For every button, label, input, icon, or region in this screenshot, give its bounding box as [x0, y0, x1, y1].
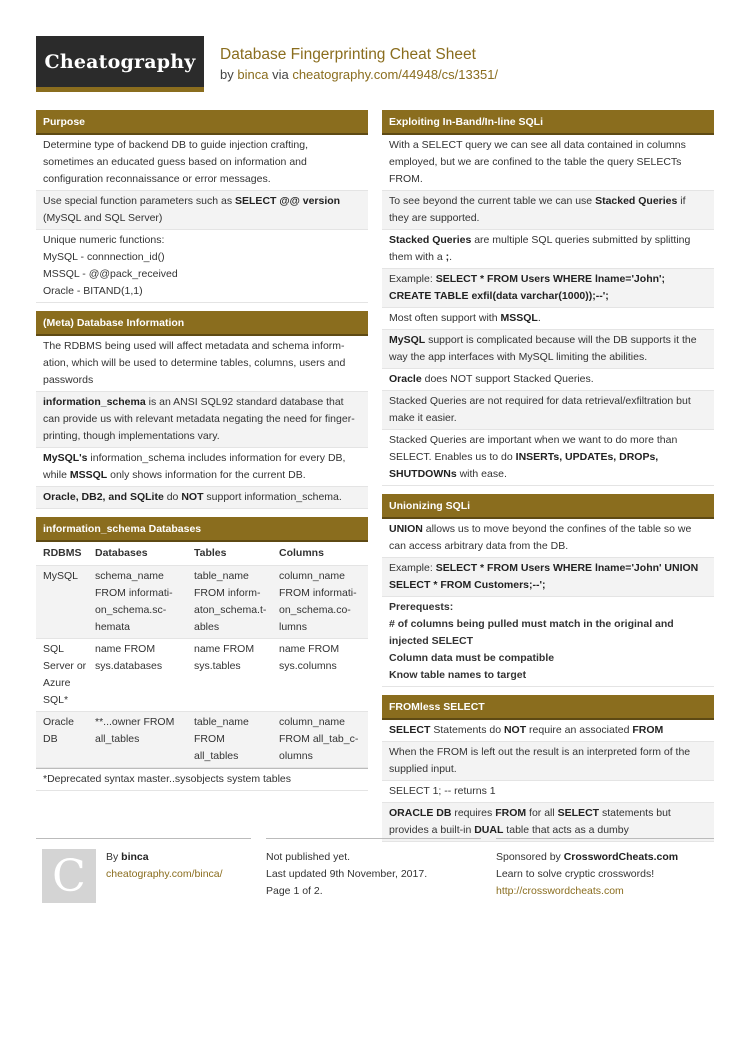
section-row: MySQL support is complicated because will the DB supports it the way the app interfaces with MySQL limiting the abilities.: [382, 330, 714, 369]
right-column: [382, 110, 714, 850]
section-row: Use special function parameters such as SELECT @@ version (MySQL and SQL Server): [36, 191, 368, 230]
table-cell: name FROM sys.tables: [187, 639, 272, 712]
section-row: Oracle, DB2, and SQLite do NOT support information_schema.: [36, 487, 368, 509]
section-row: Prerequests: # of columns being pulled must match in the original and injected SELECT Column data must be compatible Know table names to target: [382, 597, 714, 687]
union-section: [382, 494, 714, 687]
table-cell: schema_name FROM information_schema.schemata: [88, 566, 187, 639]
via-label: via: [272, 67, 289, 82]
section-heading: information_schema Databases: [36, 517, 368, 542]
page-header: [36, 36, 714, 100]
column-header: Columns: [272, 542, 368, 566]
inband-section: [382, 110, 714, 486]
section-row: information_schema is an ANSI SQL92 standard database that can provide us with relevant metadata negating the need for fingerprinting, though implementations vary.: [36, 392, 368, 448]
section-row: Stacked Queries are important when we want to do more than SELECT. Enables us to do INSERTs, UPDATEs, DROPs, SHUTDOWNs with ease.: [382, 430, 714, 486]
published-status: Not published yet.: [266, 851, 351, 863]
column-header: Databases: [88, 542, 187, 566]
section-row: With a SELECT query we can see all data contained in columns employed, but we are confined to the table the query SELECTs FROM.: [382, 135, 714, 191]
section-row: UNION allows us to move beyond the confines of the table so we can access arbitrary data from the DB.: [382, 519, 714, 558]
table-cell: name FROM sys.columns: [272, 639, 368, 712]
table-cell: **...owner FROM all_tables: [88, 712, 187, 768]
author-avatar[interactable]: C: [42, 849, 96, 903]
footer-sponsor: [496, 838, 714, 900]
by-label: by: [220, 67, 234, 82]
section-row: SELECT 1; -- returns 1: [382, 781, 714, 803]
table-cell: column_name FROM all_tab_columns: [272, 712, 368, 768]
page-number: Page 1 of 2.: [266, 885, 323, 897]
footer-author: [36, 838, 251, 902]
table-cell: table_name FROM informaton_schema.tables: [187, 566, 272, 639]
table-row: [36, 566, 368, 639]
table-cell: column_name FROM information_schema.columns: [272, 566, 368, 639]
section-row: Unique numeric functions: MySQL - connnection_id() MSSQL - @@pack_received Oracle - BITAND(1,1): [36, 230, 368, 303]
section-row: Stacked Queries are multiple SQL queries submitted by splitting them with a ;.: [382, 230, 714, 269]
section-row: Stacked Queries are not required for data retrieval/exfiltration but make it easier.: [382, 391, 714, 430]
table-cell: name FROM sys.databases: [88, 639, 187, 712]
section-row: MySQL's information_schema includes information for every DB, while MSSQL only shows information for the current DB.: [36, 448, 368, 487]
page-footer: [36, 838, 714, 908]
section-row: Example: SELECT * FROM Users WHERE lname='John'; CREATE TABLE exfil(data varchar(1000));--';: [382, 269, 714, 308]
table-cell: MySQL: [36, 566, 88, 639]
purpose-section: [36, 110, 368, 303]
table-header-row: [36, 542, 368, 566]
section-row: Example: SELECT * FROM Users WHERE lname='John' UNION SELECT * FROM Customers;--';: [382, 558, 714, 597]
sponsor-tagline: Learn to solve cryptic crosswords!: [496, 868, 655, 880]
page-title: Database Fingerprinting Cheat Sheet: [220, 46, 476, 63]
section-heading: Unionizing SQLi: [382, 494, 714, 519]
sponsor-link[interactable]: http://crosswordcheats.com: [496, 885, 624, 897]
section-row: Most often support with MSSQL.: [382, 308, 714, 330]
section-row: SELECT Statements do NOT require an associated FROM: [382, 720, 714, 742]
site-logo[interactable]: Cheatography: [36, 36, 204, 92]
section-heading: FROMless SELECT: [382, 695, 714, 720]
section-row: Determine type of backend DB to guide injection crafting, sometimes an educated guess based on information and configuration reconnaissance or error messages.: [36, 135, 368, 191]
info-schema-section: [36, 517, 368, 791]
table-cell: table_name FROM all_tables: [187, 712, 272, 768]
table-cell: Oracle DB: [36, 712, 88, 768]
sheet-url-link[interactable]: cheatography.com/44948/cs/13351/: [292, 67, 499, 82]
footer-meta: [266, 838, 481, 900]
section-row: The RDBMS being used will affect metadata and schema information, which will be used to determine tables, columns, users and passwords: [36, 336, 368, 392]
last-updated: Last updated 9th November, 2017.: [266, 868, 428, 880]
section-row: When the FROM is left out the result is an interpreted form of the supplied input.: [382, 742, 714, 781]
fromless-section: [382, 695, 714, 842]
footer-author-name[interactable]: binca: [121, 851, 149, 863]
left-column: [36, 110, 368, 799]
sponsor-name[interactable]: CrosswordCheats.com: [563, 851, 679, 863]
meta-db-section: [36, 311, 368, 509]
column-header: RDBMS: [36, 542, 88, 566]
sponsor-label: Sponsored by: [496, 851, 564, 863]
section-heading: (Meta) Database Information: [36, 311, 368, 336]
page-subtitle: [220, 67, 498, 82]
section-row: To see beyond the current table we can use Stacked Queries if they are supported.: [382, 191, 714, 230]
table-row: [36, 712, 368, 768]
table-cell: SQL Server or Azure SQL*: [36, 639, 88, 712]
footer-author-link[interactable]: cheatography.com/binca/: [106, 868, 223, 880]
author-link[interactable]: binca: [237, 67, 269, 82]
info-schema-table: [36, 542, 368, 768]
section-heading: Exploiting In-Band/In-line SQLi: [382, 110, 714, 135]
section-heading: Purpose: [36, 110, 368, 135]
table-note: *Deprecated syntax master..sysobjects system tables: [36, 768, 368, 791]
table-row: [36, 639, 368, 712]
by-label: By: [106, 851, 122, 863]
section-row: ORACLE DB requires FROM for all SELECT statements but provides a built-in DUAL table that acts as a dumby: [382, 803, 714, 842]
section-row: Oracle does NOT support Stacked Queries.: [382, 369, 714, 391]
column-header: Tables: [187, 542, 272, 566]
